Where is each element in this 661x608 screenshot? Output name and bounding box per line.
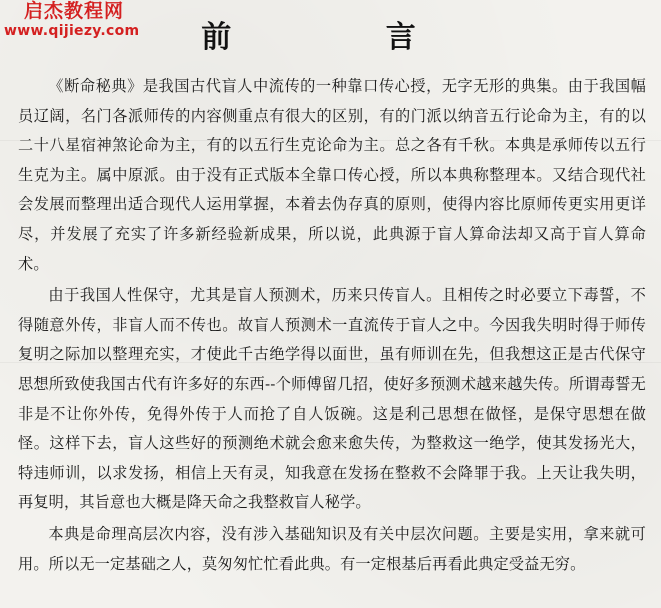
paragraph-1: 《断命秘典》是我国古代盲人中流传的一种靠口传心授，无字无形的典集。由于我国幅员辽阔，名门各派师传的内容侧重点有很大的区别，有的门派以纳音五行论命为主，有的以二十八星宿神煞论命为主，有的以五行生克论命为主。总之各有千秋。本典是承师传以五行生克为主。属中原派。由于没有正式版本全靠口传心授，所以本典称整理本。又结合现代社会发展而整理出适合现代人运用掌握，本着去伪存真的原则，使得内容比原师传更实用更详尽，并发展了充实了许多新经验新成果，所以说，此典源于盲人算命法却又高于盲人算命术。 <box>18 77 646 273</box>
page-title: 前 言 <box>201 20 488 55</box>
paragraph-2: 由于我国人性保守，尤其是盲人预测术，历来只传盲人。且相传之时必要立下毒誓，不得随意外传，非盲人而不传也。故盲人预测术一直流传于盲人之中。今因我失明时得于师传复明之际加以整理充实，才使此千古绝学得以面世，虽有师训在先，但我想这正是古代保守思想所致使我国古代有许多好的东西--个师傅留几招，使好多预测术越来越失传。所谓毒誓无非是不让你外传，免得外传于人而抢了自人饭碗。这是利己思想在做怪，是保守思想在做怪。这样下去，盲人这些好的预测绝术就会愈来愈失传，为整救这一绝学，使其发扬光大，特违师训，以求发扬，相信上天有灵，知我意在发扬在整救不会降罪于我。上天让我失明，再复明，其旨意也大概是降天命之我整救盲人秘学。 <box>18 286 646 512</box>
watermark-site-url: www.qijiezy.com <box>4 23 140 39</box>
body-text <box>18 72 646 579</box>
scan-artifact-line <box>0 362 661 363</box>
watermark-site-name: 启杰教程网 <box>24 0 125 22</box>
scan-artifact-line <box>0 140 661 141</box>
paragraph-3: 本典是命理高层次内容，没有涉入基础知识及有关中层次问题。主要是实用，拿来就可用。所以无一定基础之人，莫匆匆忙忙看此典。有一定根基后再看此典定受益无穷。 <box>18 524 646 573</box>
